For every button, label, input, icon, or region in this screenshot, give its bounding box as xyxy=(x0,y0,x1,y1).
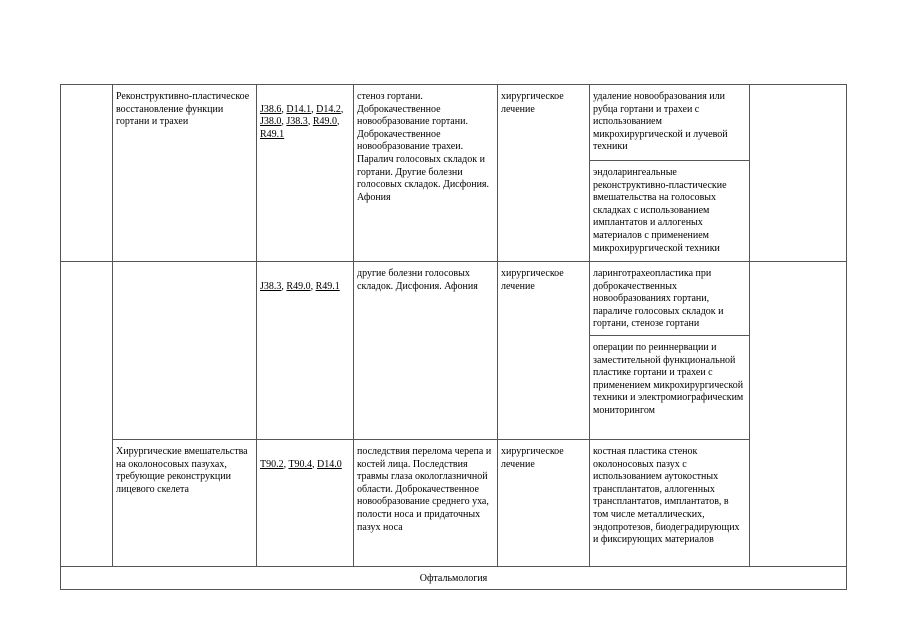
table-row xyxy=(61,262,847,336)
icd-codes-cell: J38.6, D14.1, D14.2, J38.0, J38.3, R49.0, R49.1 xyxy=(257,85,354,262)
icd-code-link[interactable]: J38.3 xyxy=(286,116,308,128)
treatment-type-cell: хирургическое лечение xyxy=(498,440,590,567)
extra-cell xyxy=(750,262,847,567)
section-row xyxy=(61,567,847,590)
treatment-type-cell: хирургическое лечение xyxy=(498,85,590,262)
extra-cell xyxy=(750,85,847,262)
table-row xyxy=(61,85,847,161)
icd-code-link[interactable]: D14.0 xyxy=(317,458,342,470)
icd-code-link[interactable]: T90.4 xyxy=(288,458,313,470)
icd-codes-cell: J38.3, R49.0, R49.1 xyxy=(257,262,354,440)
intervention-name-cell: Реконструктивно-пластическое восстановление функции гортани и трахеи xyxy=(113,85,257,262)
diagnosis-cell: последствия перелома черепа и костей лица. Последствия травмы глаза окологлазничной области. Доброкачественное новообразование среднего уха, полости носа и придаточных пазух носа xyxy=(354,440,498,567)
icd-code-link[interactable]: J38.3 xyxy=(260,280,282,292)
treatment-table xyxy=(60,84,847,590)
icd-code-link[interactable]: D14.2 xyxy=(316,103,341,115)
method-cell: эндоларингеальные реконструктивно-пластические вмешательства на голосовых складках с использованием имплантатов и аллогеных материалов с применением микрохирургической техники xyxy=(590,161,750,262)
icd-code-link[interactable]: J38.0 xyxy=(260,116,282,128)
table-row xyxy=(61,440,847,567)
icd-code-link[interactable]: R49.1 xyxy=(315,280,340,292)
row-number-cell xyxy=(61,85,113,262)
icd-code-link[interactable]: R49.0 xyxy=(312,116,337,128)
method-cell: костная пластика стенок околоносовых пазух с использованием аутокостных трансплантатов, аллогенных трансплантатов, имплантатов, в том числе металлических, эндопротезов, биодеградирующих и фиксирующих материалов xyxy=(590,440,750,567)
icd-code-link[interactable]: J38.6 xyxy=(260,103,282,115)
diagnosis-cell: стеноз гортани. Доброкачественное новообразование гортани. Доброкачественное новообразование трахеи. Паралич голосовых складок и гортани. Другие болезни голосовых складок. Дисфония. Афония xyxy=(354,85,498,262)
intervention-name-cell: Хирургические вмешательства на околоносовых пазухах, требующие реконструкции лицевого скелета xyxy=(113,440,257,567)
icd-codes-cell: T90.2, T90.4, D14.0 xyxy=(257,440,354,567)
method-cell: ларинготрахеопластика при доброкачественных новообразованиях гортани, параличе голосовых складок и гортани, стенозе гортани xyxy=(590,262,750,336)
intervention-name-cell xyxy=(113,262,257,440)
treatment-type-cell: хирургическое лечение xyxy=(498,262,590,440)
diagnosis-cell: другие болезни голосовых складок. Дисфония. Афония xyxy=(354,262,498,440)
method-cell: операции по реиннервации и заместительной функциональной пластике гортани и трахеи с применением микрохирургической техники и электромиографическим мониторингом xyxy=(590,336,750,440)
row-number-cell xyxy=(61,262,113,567)
icd-code-link[interactable]: T90.2 xyxy=(260,458,284,470)
icd-code-link[interactable]: R49.1 xyxy=(260,128,285,140)
section-title: Офтальмология xyxy=(61,567,847,590)
icd-code-link[interactable]: D14.1 xyxy=(286,103,312,115)
method-cell: удаление новообразования или рубца гортани и трахеи с использованием микрохирургической и лучевой техники xyxy=(590,85,750,161)
icd-code-link[interactable]: R49.0 xyxy=(286,280,311,292)
